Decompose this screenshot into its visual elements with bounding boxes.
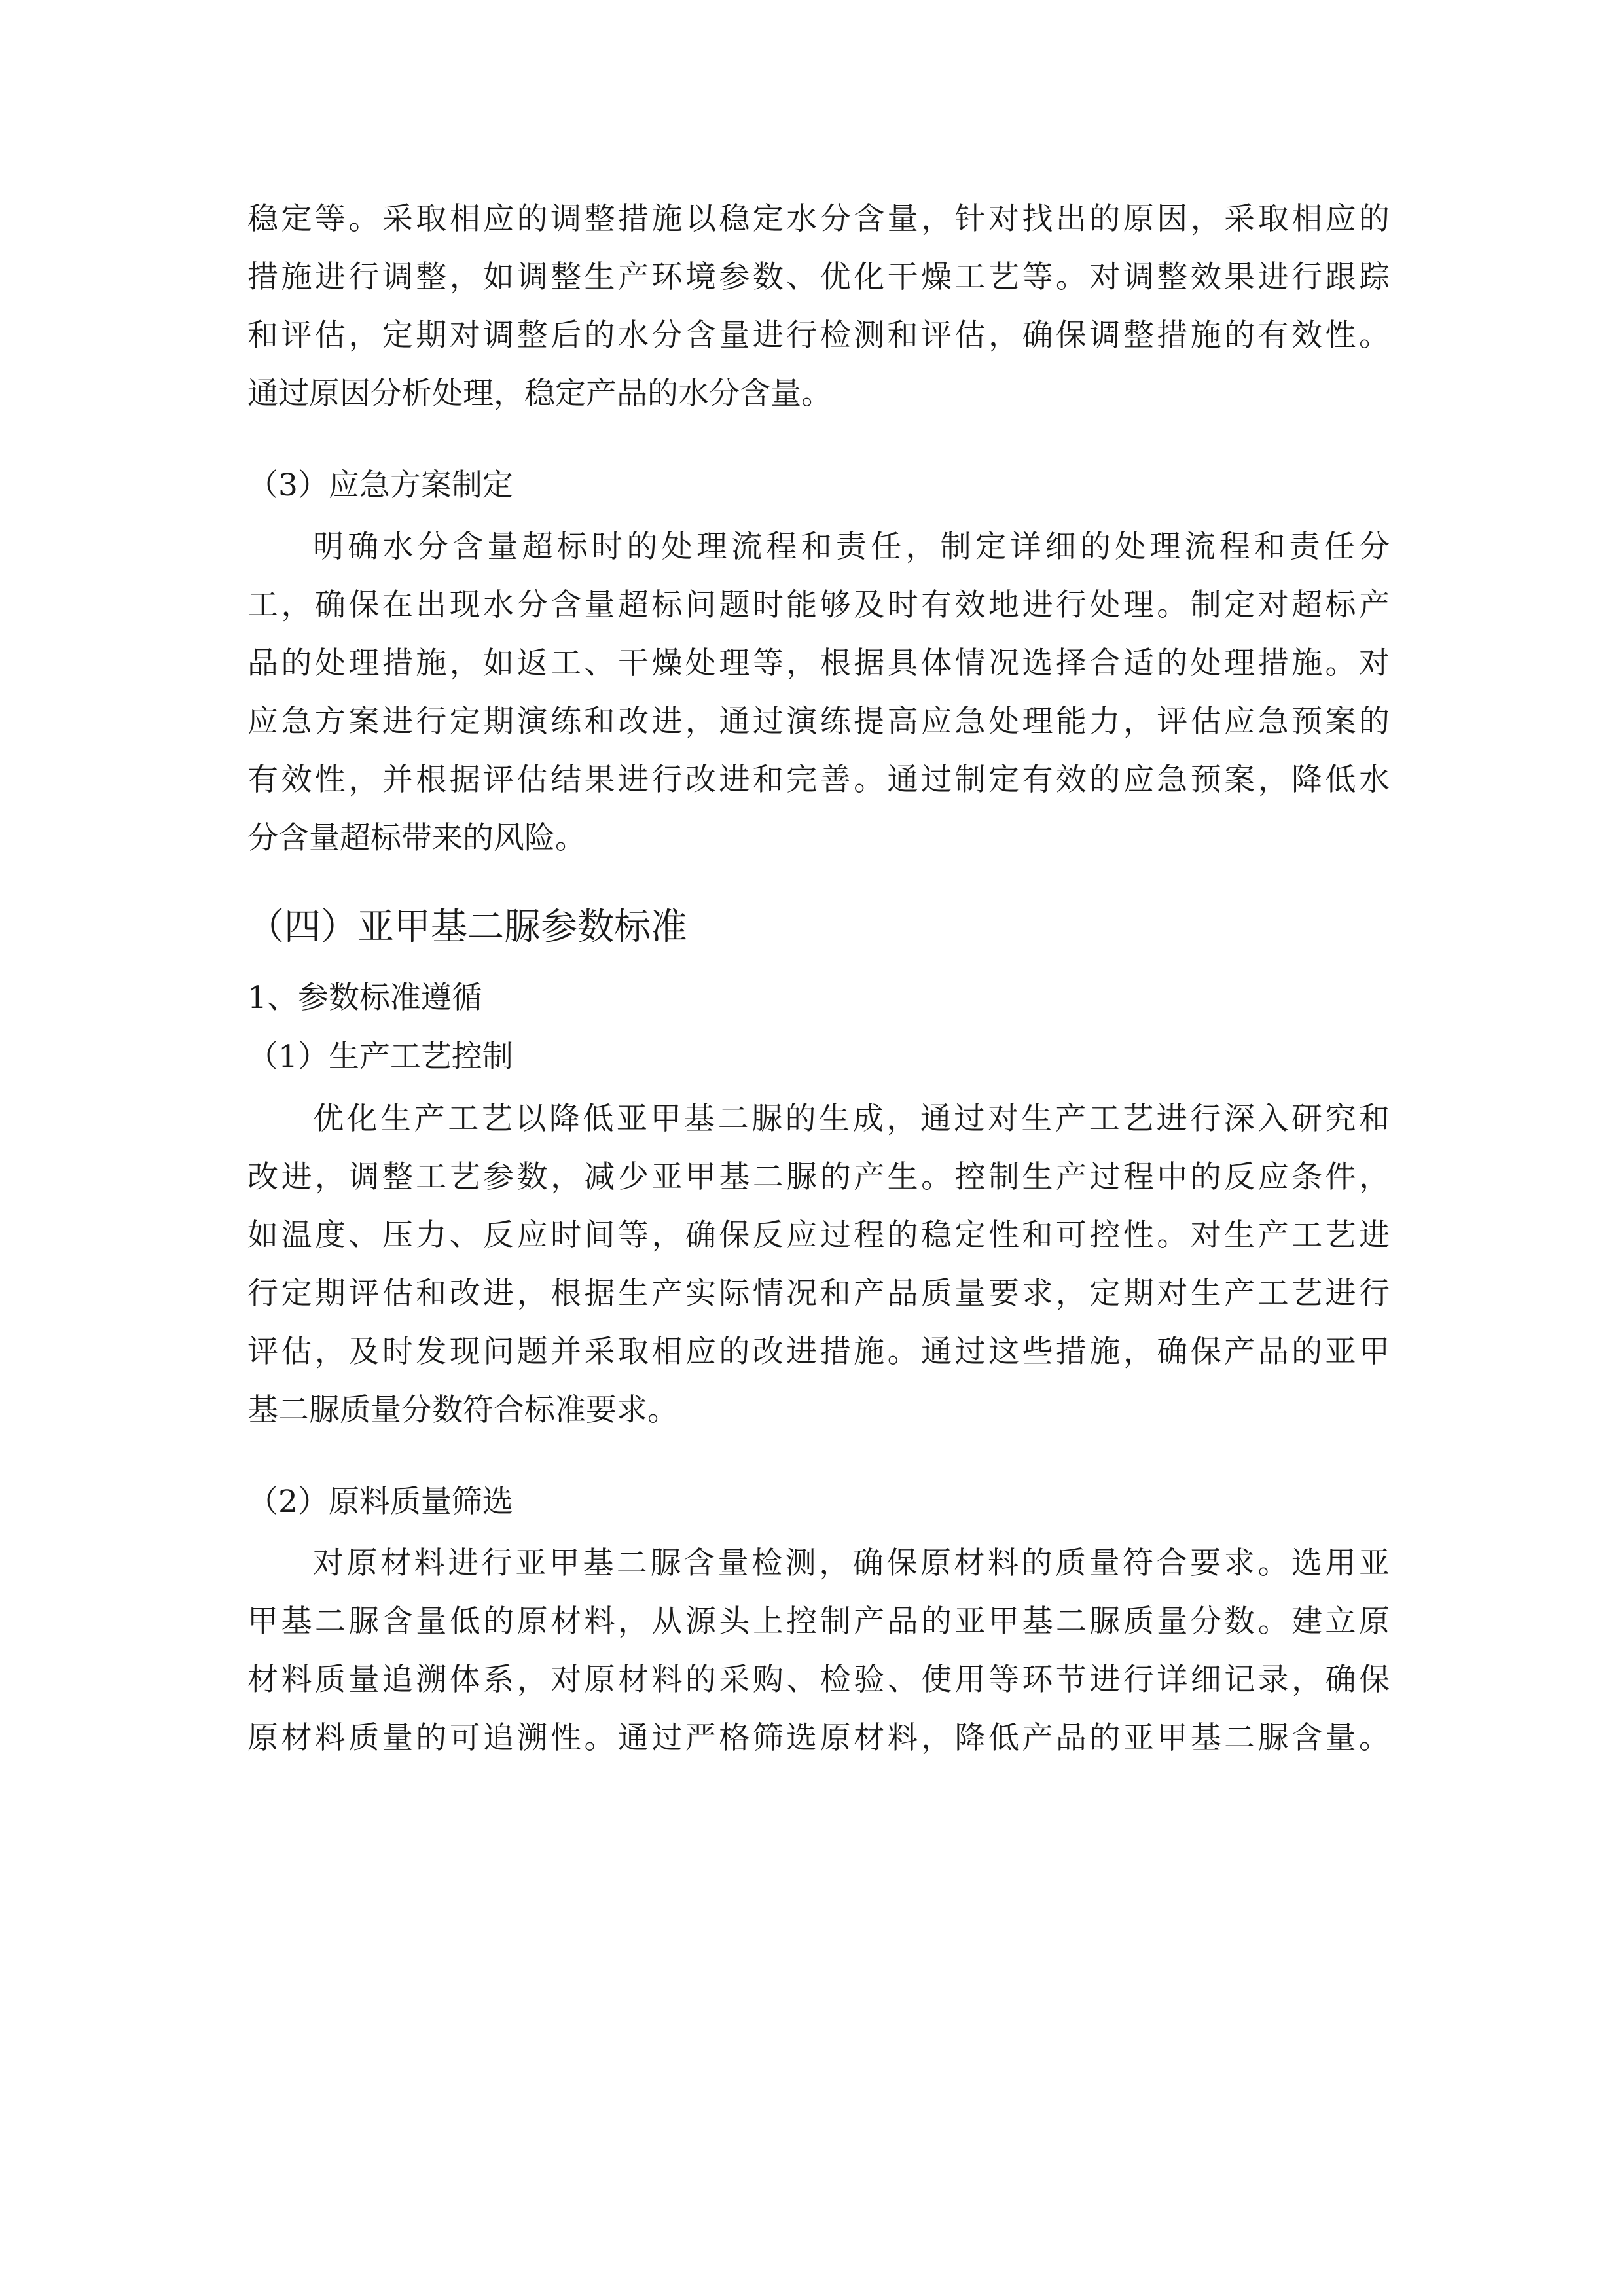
paragraph-1-line-3: 和评估，定期对调整后的水分含量进行检测和评估，确保调整措施的有效性。 (247, 317, 1390, 353)
paragraph-1-line-4: 通过原因分析处理，稳定产品的水分含量。 (247, 376, 832, 412)
paragraph-2-line-1: 明确水分含量超标时的处理流程和责任，制定详细的处理流程和责任分 (313, 529, 1390, 565)
paragraph-1-line-2: 措施进行调整，如调整生产环境参数、优化干燥工艺等。对调整效果进行跟踪 (247, 259, 1390, 295)
paragraph-4-line-2: 甲基二脲含量低的原材料，从源头上控制产品的亚甲基二脲质量分数。建立原 (247, 1604, 1390, 1640)
paragraph-4-line-3: 材料质量追溯体系，对原材料的采购、检验、使用等环节进行详细记录，确保 (247, 1662, 1390, 1698)
subsection-1-title: 1、参数标准遵循 (247, 980, 482, 1016)
paragraph-2-line-4: 应急方案进行定期演练和改进，通过演练提高应急处理能力，评估应急预案的 (247, 704, 1390, 740)
paragraph-3-line-6: 基二脲质量分数符合标准要求。 (247, 1392, 678, 1428)
paragraph-4-line-1: 对原材料进行亚甲基二脲含量检测，确保原材料的质量符合要求。选用亚 (313, 1545, 1390, 1581)
heading-emergency-plan: （3）应急方案制定 (247, 467, 513, 503)
paragraph-3-line-1: 优化生产工艺以降低亚甲基二脲的生成，通过对生产工艺进行深入研究和 (313, 1101, 1390, 1137)
heading-process-control: （1）生产工艺控制 (247, 1039, 513, 1075)
paragraph-3-line-3: 如温度、压力、反应时间等，确保反应过程的稳定性和可控性。对生产工艺进 (247, 1217, 1390, 1253)
paragraph-2-line-3: 品的处理措施，如返工、干燥处理等，根据具体情况选择合适的处理措施。对 (247, 645, 1390, 681)
paragraph-1-line-1: 稳定等。采取相应的调整措施以稳定水分含量，针对找出的原因，采取相应的 (247, 201, 1390, 237)
paragraph-3-line-2: 改进，调整工艺参数，减少亚甲基二脲的产生。控制生产过程中的反应条件， (247, 1159, 1390, 1195)
paragraph-2-line-6: 分含量超标带来的风险。 (247, 820, 586, 856)
paragraph-2-line-2: 工，确保在出现水分含量超标问题时能够及时有效地进行处理。制定对超标产 (247, 587, 1390, 623)
heading-material-screening: （2）原料质量筛选 (247, 1484, 513, 1520)
paragraph-2-line-5: 有效性，并根据评估结果进行改进和完善。通过制定有效的应急预案，降低水 (247, 762, 1390, 798)
paragraph-3-line-4: 行定期评估和改进，根据生产实际情况和产品质量要求，定期对生产工艺进行 (247, 1276, 1390, 1312)
paragraph-4-line-4: 原材料质量的可追溯性。通过严格筛选原材料，降低产品的亚甲基二脲含量。 (247, 1720, 1390, 1756)
paragraph-3-line-5: 评估，及时发现问题并采取相应的改进措施。通过这些措施，确保产品的亚甲 (247, 1334, 1390, 1370)
section-4-title: （四）亚甲基二脲参数标准 (247, 906, 687, 948)
